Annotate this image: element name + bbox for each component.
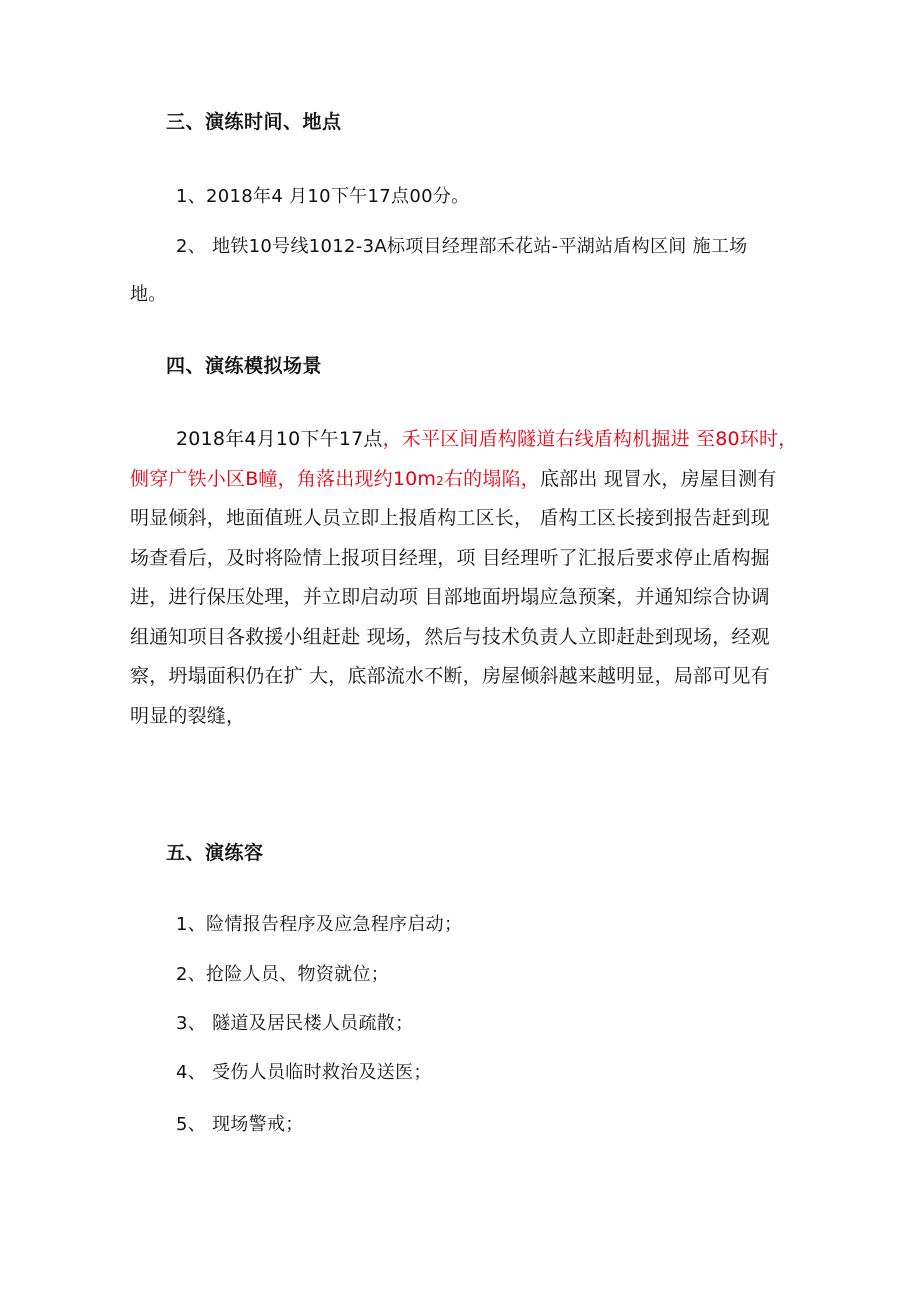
scenario-line-7: 察，坍塌面积仍在扩 大，底部流水不断，房屋倾斜越来越明显，局部可见有 bbox=[130, 665, 770, 687]
scenario-line-2 bbox=[130, 460, 794, 500]
section-4-heading: 四、演练模拟场景 bbox=[166, 355, 323, 377]
scenario-line-4: 场查看后，及时将险情上报项目经理，项 目经理听了汇报后要求停止盾构掘 bbox=[130, 546, 770, 569]
section-5-item-2: 2、抢险人员、物资就位； bbox=[176, 964, 390, 985]
scenario-line-8: 明显的裂缝， bbox=[130, 704, 246, 727]
scenario-highlight-2b: 右的塌陷， bbox=[443, 467, 540, 490]
scenario-line-3: 明显倾斜，地面值班人员立即上报盾构工区长， 盾构工区长接到报告赶到现 bbox=[130, 507, 770, 529]
scenario-line-5: 进，进行保压处理，并立即启动项 目部地面坍塌应急预案，并通知综合协调 bbox=[130, 586, 770, 608]
scenario-line-2-rest: 底部出 现冒水，房屋目测有 bbox=[539, 467, 777, 490]
scenario-paragraph bbox=[130, 420, 798, 736]
scenario-highlight-1: ，禾平区间盾构隧道右线盾构机掘进 至80环时， bbox=[382, 428, 798, 450]
section-3-heading: 三、演练时间、地点 bbox=[166, 111, 342, 133]
section-5-item-1: 1、险情报告程序及应急程序启动； bbox=[176, 914, 463, 935]
scenario-highlight-subscript: 2 bbox=[436, 473, 444, 488]
section-3-item-1: 1、2018年4 月10下午17点00分。 bbox=[176, 186, 470, 207]
section-5-item-5: 5、 现场警戒； bbox=[176, 1114, 304, 1135]
scenario-highlight-2a: 侧穿广铁小区B幢，角落出现约10m bbox=[130, 467, 437, 490]
section-3-item-2-line-2: 地。 bbox=[130, 284, 167, 305]
scenario-line-1 bbox=[130, 420, 798, 460]
section-5-item-3: 3、 隧道及居民楼人员疏散； bbox=[176, 1013, 414, 1034]
section-5-heading: 五、演练容 bbox=[166, 842, 264, 864]
scenario-line-6: 组通知项目各救援小组赶赴 现场，然后与技术负责人立即赶赴到现场，经观 bbox=[130, 625, 770, 648]
scenario-datetime: 2018年4月10下午17点 bbox=[176, 428, 383, 450]
section-3-item-2-line-1: 2、 地铁10号线1012-3A标项目经理部禾花站-平湖站盾构区间 施工场 bbox=[176, 236, 748, 257]
section-5-item-4: 4、 受伤人员临时救治及送医； bbox=[176, 1062, 432, 1083]
